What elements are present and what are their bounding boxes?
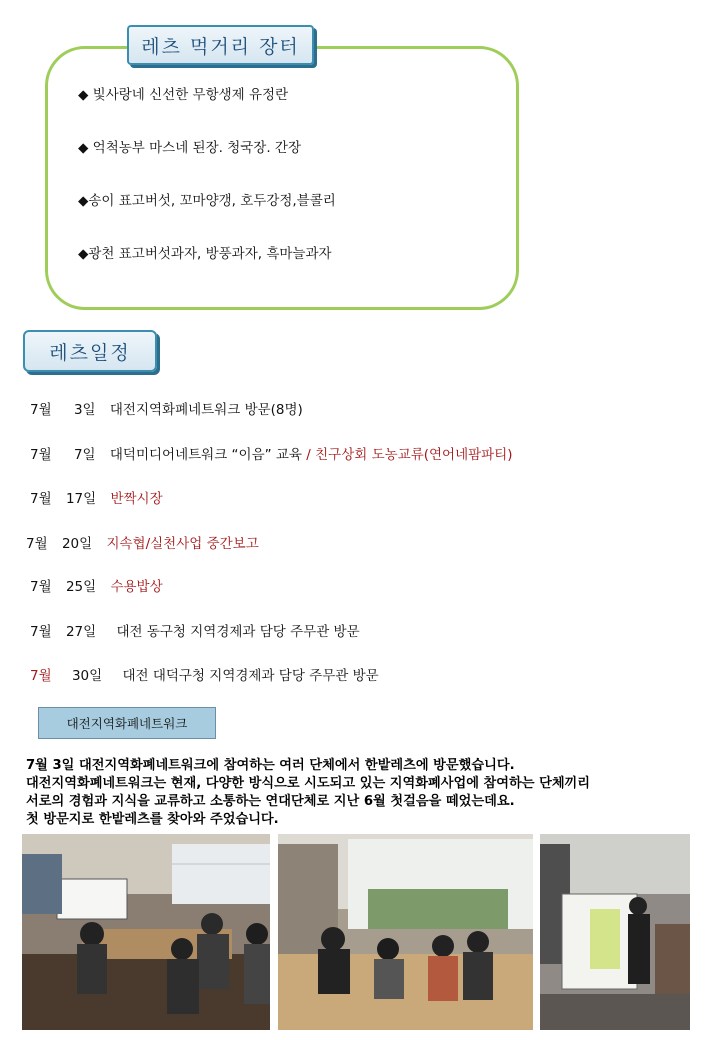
schedule-item — [30, 577, 163, 597]
intro-line: 7월 3일 대전지역화폐네트워크에 참여하는 여러 단체에서 한밭레츠에 방문했습니다. — [26, 758, 515, 773]
schedule-month: 7월 — [30, 491, 52, 507]
schedule-month: 7월 — [30, 668, 52, 684]
schedule-item — [30, 622, 360, 642]
network-title: 대전지역화폐네트워크 — [38, 707, 216, 739]
schedule-text: 대전 대덕구청 지역경제과 담당 주무관 방문 — [122, 668, 379, 684]
schedule-item — [26, 534, 259, 554]
schedule-text: 대덕미디어네트워크 “이음” 교육 — [109, 447, 302, 463]
schedule-text-highlight: 반짝시장 — [110, 491, 163, 507]
schedule-title: 레츠일정 — [23, 330, 157, 372]
schedule-month: 7월 — [26, 536, 48, 552]
schedule-month: 7월 — [30, 624, 52, 640]
schedule-item — [30, 445, 513, 465]
schedule-month: 7월 — [30, 402, 52, 418]
intro-line: 대전지역화폐네트워크는 현재, 다양한 방식으로 시도되고 있는 지역화폐사업에 참여하는 단체끼리 — [26, 776, 591, 791]
schedule-text: 대전 동구청 지역경제과 담당 주무관 방문 — [116, 624, 360, 640]
schedule-day: 17일 — [65, 491, 97, 507]
schedule-day: 7일 — [73, 447, 96, 463]
schedule-text-highlight: 수용밥상 — [110, 579, 163, 595]
schedule-text: 대전지역화폐네트워크 방문(8명) — [109, 402, 303, 418]
schedule-day: 27일 — [65, 624, 97, 640]
schedule-month: 7월 — [30, 579, 52, 595]
intro-paragraph — [26, 757, 706, 829]
schedule-item — [30, 666, 379, 686]
meeting-photo-2 — [278, 834, 533, 1030]
schedule-month: 7월 — [30, 447, 52, 463]
market-item: ◆ 빛사랑네 신선한 무항생제 유정란 — [78, 87, 289, 103]
market-item: ◆ 억척농부 마스네 된장. 청국장. 간장 — [78, 140, 301, 156]
market-item: ◆송이 표고버섯, 꼬마양갱, 호두강정,블콜리 — [78, 193, 336, 209]
schedule-text-highlight: / 친구상회 도농교류(연어네팜파티) — [306, 447, 513, 463]
schedule-item — [30, 400, 303, 420]
intro-line: 첫 방문지로 한밭레츠를 찾아와 주었습니다. — [26, 812, 279, 827]
market-item-list — [78, 85, 336, 297]
market-item: ◆광천 표고버섯과자, 방풍과자, 흑마늘과자 — [78, 246, 332, 262]
meeting-photo-1 — [22, 834, 270, 1030]
schedule-text-highlight: 지속협/실천사업 중간보고 — [106, 536, 259, 552]
schedule-day: 20일 — [61, 536, 93, 552]
schedule-day: 30일 — [71, 668, 103, 684]
schedule-item — [30, 489, 163, 509]
presentation-photo — [540, 834, 690, 1030]
schedule-day: 3일 — [73, 402, 96, 418]
schedule-day: 25일 — [65, 579, 97, 595]
intro-line: 서로의 경험과 지식을 교류하고 소통하는 연대단체로 지난 6월 첫걸음을 떼었는데요. — [26, 794, 515, 809]
market-title: 레츠 먹거리 장터 — [127, 25, 314, 65]
